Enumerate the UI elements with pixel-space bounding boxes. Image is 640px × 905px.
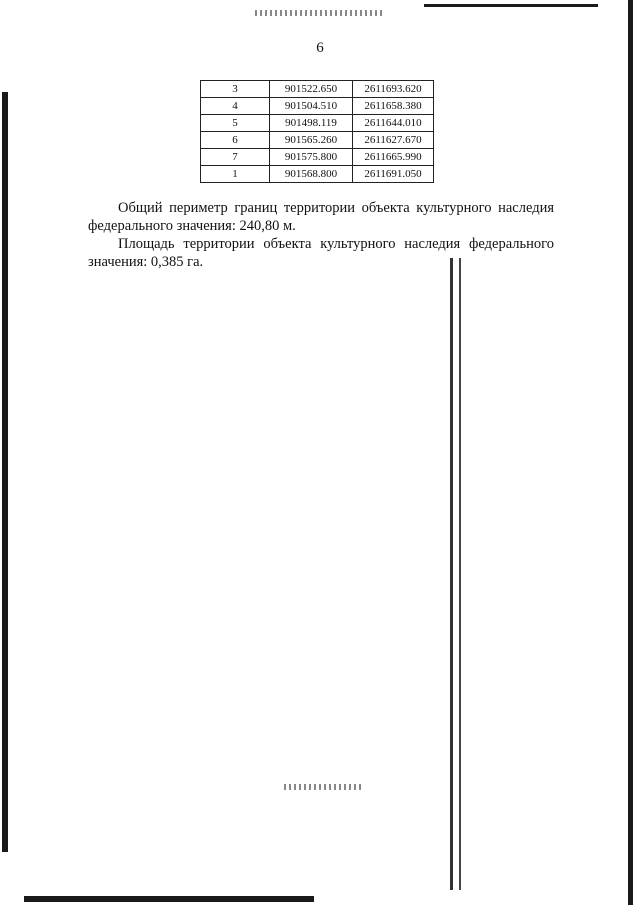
scan-line-bottom	[24, 896, 314, 902]
x-coordinate-cell: 901568.800	[270, 166, 353, 183]
area-paragraph	[88, 235, 554, 271]
point-cell: 1	[201, 166, 270, 183]
x-coordinate-cell: 901504.510	[270, 98, 353, 115]
scan-line-right-a	[450, 258, 453, 890]
point-cell: 7	[201, 149, 270, 166]
x-coordinate-cell: 901498.119	[270, 115, 353, 132]
perimeter-paragraph	[88, 199, 554, 235]
point-cell: 6	[201, 132, 270, 149]
y-coordinate-cell: 2611644.010	[353, 115, 434, 132]
coordinates-table	[200, 80, 434, 183]
y-coordinate-cell: 2611665.990	[353, 149, 434, 166]
x-coordinate-cell: 901565.260	[270, 132, 353, 149]
table-row	[201, 166, 434, 183]
scan-line-top-right	[424, 4, 598, 7]
scan-line-right-edge	[628, 0, 633, 905]
point-cell: 3	[201, 81, 270, 98]
scan-line-left-margin	[2, 92, 8, 852]
x-coordinate-cell: 901575.800	[270, 149, 353, 166]
scan-noise-top	[255, 10, 385, 16]
table-row	[201, 132, 434, 149]
area-text: Площадь территории объекта культурного наследия федерального значения: 0,385 га.	[88, 236, 554, 270]
y-coordinate-cell: 2611658.380	[353, 98, 434, 115]
y-coordinate-cell: 2611693.620	[353, 81, 434, 98]
x-coordinate-cell: 901522.650	[270, 81, 353, 98]
scan-line-right-b	[459, 258, 461, 890]
point-cell: 5	[201, 115, 270, 132]
table-row	[201, 81, 434, 98]
page-number: 6	[316, 40, 324, 56]
table-row	[201, 98, 434, 115]
y-coordinate-cell: 2611691.050	[353, 166, 434, 183]
y-coordinate-cell: 2611627.670	[353, 132, 434, 149]
coordinates-table-body	[201, 81, 434, 183]
point-cell: 4	[201, 98, 270, 115]
scan-noise-bottom	[284, 784, 364, 790]
table-row	[201, 115, 434, 132]
table-row	[201, 149, 434, 166]
perimeter-text: Общий периметр границ территории объекта культурного наследия федерального значения: 240,80 м.	[88, 200, 554, 234]
